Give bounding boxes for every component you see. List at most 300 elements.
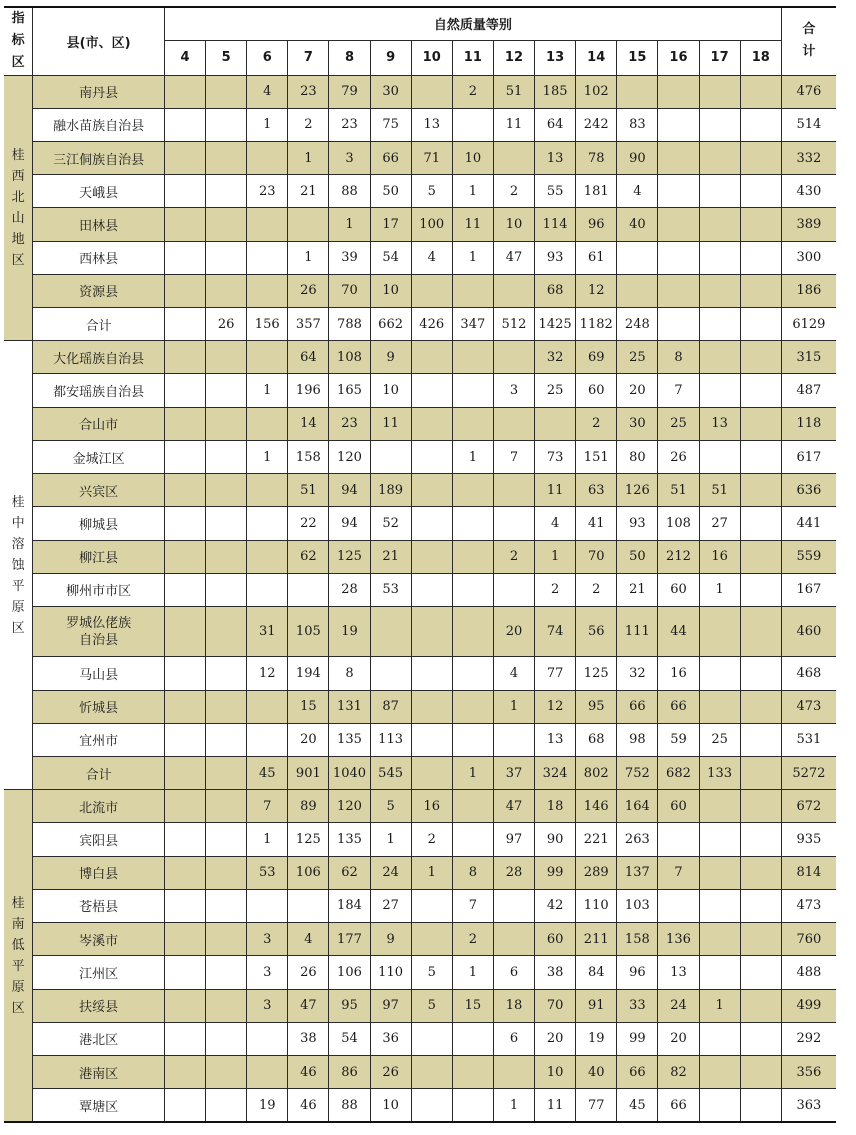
grade-cell: 3	[247, 923, 288, 956]
grade-cell: 87	[370, 690, 411, 723]
grade-cell	[164, 407, 205, 440]
grade-cell: 60	[658, 790, 699, 823]
grade-cell: 13	[658, 956, 699, 989]
grade-cell: 16	[658, 657, 699, 690]
grade-cell: 93	[617, 507, 658, 540]
grade-cell: 20	[493, 607, 534, 657]
grade-cell: 32	[535, 341, 576, 374]
grade-cell	[699, 141, 740, 174]
grade-cell	[164, 989, 205, 1022]
grade-cell: 347	[452, 308, 493, 341]
grade-cell	[740, 756, 781, 789]
grade-cell: 11	[370, 407, 411, 440]
grade-cell	[740, 956, 781, 989]
grade-cell	[247, 407, 288, 440]
grade-cell: 13	[535, 723, 576, 756]
grade-cell: 25	[699, 723, 740, 756]
grade-cell: 113	[370, 723, 411, 756]
grade-header-18: 18	[740, 40, 781, 75]
grade-cell: 68	[576, 723, 617, 756]
grade-cell: 1	[699, 989, 740, 1022]
grade-cell: 545	[370, 756, 411, 789]
grade-cell	[164, 573, 205, 606]
grade-cell	[452, 607, 493, 657]
grade-cell	[206, 1022, 247, 1055]
grade-cell	[164, 956, 205, 989]
table-row	[4, 141, 836, 174]
grade-cell	[740, 374, 781, 407]
grade-cell: 51	[699, 474, 740, 507]
grade-cell: 25	[617, 341, 658, 374]
total-cell: 460	[781, 607, 836, 657]
grade-cell: 94	[329, 474, 370, 507]
grade-cell	[247, 241, 288, 274]
grade-cell	[288, 573, 329, 606]
grade-cell	[411, 341, 452, 374]
grade-cell: 1	[329, 208, 370, 241]
grade-cell	[206, 723, 247, 756]
grade-cell: 10	[370, 1089, 411, 1122]
grade-cell: 73	[535, 440, 576, 473]
grade-cell	[740, 440, 781, 473]
grade-cell	[164, 108, 205, 141]
grade-cell: 110	[370, 956, 411, 989]
grade-cell	[206, 657, 247, 690]
grade-cell	[699, 657, 740, 690]
grade-cell	[658, 274, 699, 307]
grade-cell: 96	[617, 956, 658, 989]
grade-cell: 60	[576, 374, 617, 407]
grade-header-4: 4	[164, 40, 205, 75]
grade-cell: 901	[288, 756, 329, 789]
grade-cell	[699, 690, 740, 723]
grade-cell: 21	[288, 175, 329, 208]
grade-cell	[247, 507, 288, 540]
county-name: 合计	[33, 756, 165, 789]
grade-cell	[411, 889, 452, 922]
grade-cell: 4	[617, 175, 658, 208]
grade-cell: 23	[329, 108, 370, 141]
grade-cell: 4	[411, 241, 452, 274]
table-row	[4, 540, 836, 573]
grade-cell: 74	[535, 607, 576, 657]
grade-cell: 10	[493, 208, 534, 241]
grade-cell: 18	[535, 790, 576, 823]
grade-cell: 9	[370, 341, 411, 374]
grade-cell: 70	[535, 989, 576, 1022]
grade-cell	[740, 407, 781, 440]
grade-cell	[164, 657, 205, 690]
table-row	[4, 474, 836, 507]
grade-cell: 36	[370, 1022, 411, 1055]
table-body	[4, 75, 836, 1122]
total-cell: 292	[781, 1022, 836, 1055]
grade-cell: 59	[658, 723, 699, 756]
grade-cell: 151	[576, 440, 617, 473]
grade-cell: 196	[288, 374, 329, 407]
grade-cell: 1	[699, 573, 740, 606]
grade-cell: 60	[658, 573, 699, 606]
total-cell: 300	[781, 241, 836, 274]
total-cell: 672	[781, 790, 836, 823]
county-name: 覃塘区	[33, 1089, 165, 1122]
grade-cell: 51	[288, 474, 329, 507]
grade-cell	[247, 723, 288, 756]
grade-cell: 108	[329, 341, 370, 374]
table-row	[4, 889, 836, 922]
grade-cell: 126	[617, 474, 658, 507]
total-cell: 6129	[781, 308, 836, 341]
grade-cell	[452, 573, 493, 606]
grade-cell: 3	[493, 374, 534, 407]
table-row	[4, 274, 836, 307]
grade-cell	[206, 756, 247, 789]
table-row	[4, 790, 836, 823]
grade-cell: 25	[535, 374, 576, 407]
grade-cell: 3	[247, 956, 288, 989]
grade-cell	[247, 889, 288, 922]
grade-cell	[493, 573, 534, 606]
region-name: 桂中溶蚀平原区	[11, 494, 25, 636]
grade-header-8: 8	[329, 40, 370, 75]
grade-cell: 79	[329, 75, 370, 108]
grade-cell: 212	[658, 540, 699, 573]
region-name: 桂南低平原区	[11, 895, 25, 1016]
table-row	[4, 175, 836, 208]
grade-cell	[247, 1022, 288, 1055]
grade-cell: 20	[617, 374, 658, 407]
grade-cell	[206, 241, 247, 274]
grade-cell	[658, 823, 699, 856]
grade-cell: 5	[370, 790, 411, 823]
grade-cell: 10	[535, 1055, 576, 1088]
grade-cell: 47	[493, 241, 534, 274]
grade-cell: 71	[411, 141, 452, 174]
grade-cell: 7	[658, 374, 699, 407]
county-name: 岑溪市	[33, 923, 165, 956]
grade-cell: 752	[617, 756, 658, 789]
total-cell: 760	[781, 923, 836, 956]
county-name: 罗城仫佬族 自治县	[33, 607, 165, 657]
grade-cell: 90	[617, 141, 658, 174]
grade-cell	[740, 108, 781, 141]
county-name: 都安瑶族自治县	[33, 374, 165, 407]
grade-cell	[699, 889, 740, 922]
total-cell: 935	[781, 823, 836, 856]
county-name: 兴宾区	[33, 474, 165, 507]
grade-cell: 11	[452, 208, 493, 241]
grade-cell: 50	[370, 175, 411, 208]
grade-cell	[452, 1055, 493, 1088]
grades-header: 自然质量等别	[164, 7, 781, 40]
grade-cell: 242	[576, 108, 617, 141]
grade-cell	[164, 507, 205, 540]
grade-cell: 1	[247, 374, 288, 407]
grade-cell	[164, 374, 205, 407]
table-row	[4, 108, 836, 141]
grade-cell: 88	[329, 1089, 370, 1122]
grade-cell	[164, 1055, 205, 1088]
county-name: 融水苗族自治县	[33, 108, 165, 141]
grade-cell: 66	[658, 1089, 699, 1122]
grade-cell	[740, 573, 781, 606]
grade-cell	[164, 474, 205, 507]
grade-cell: 1	[452, 175, 493, 208]
grade-cell: 62	[329, 856, 370, 889]
grade-header-10: 10	[411, 40, 452, 75]
grade-cell: 93	[535, 241, 576, 274]
grade-cell	[699, 1022, 740, 1055]
grade-cell	[370, 440, 411, 473]
grade-cell	[699, 607, 740, 657]
grade-cell	[658, 141, 699, 174]
table-row	[4, 690, 836, 723]
grade-cell: 28	[329, 573, 370, 606]
county-name: 宜州市	[33, 723, 165, 756]
grade-cell: 90	[535, 823, 576, 856]
grade-cell: 12	[576, 274, 617, 307]
grade-cell: 20	[658, 1022, 699, 1055]
grade-cell	[206, 341, 247, 374]
county-name: 天峨县	[33, 175, 165, 208]
grade-cell	[164, 440, 205, 473]
grade-cell: 39	[329, 241, 370, 274]
region-label	[4, 341, 33, 790]
grade-header-6: 6	[247, 40, 288, 75]
grade-cell: 102	[576, 75, 617, 108]
grade-cell: 75	[370, 108, 411, 141]
grade-cell: 66	[617, 1055, 658, 1088]
county-name: 三江侗族自治县	[33, 141, 165, 174]
grade-cell	[411, 1089, 452, 1122]
total-header-label: 合计	[802, 22, 816, 60]
grade-cell: 45	[617, 1089, 658, 1122]
total-cell: 617	[781, 440, 836, 473]
grade-cell: 95	[329, 989, 370, 1022]
grade-cell: 512	[493, 308, 534, 341]
grade-cell: 30	[370, 75, 411, 108]
grade-cell: 1	[452, 241, 493, 274]
grade-cell: 47	[493, 790, 534, 823]
grade-cell: 106	[288, 856, 329, 889]
county-name: 南丹县	[33, 75, 165, 108]
grade-cell	[164, 690, 205, 723]
grade-cell: 27	[699, 507, 740, 540]
grade-cell	[452, 507, 493, 540]
grade-cell	[535, 407, 576, 440]
grade-cell: 84	[576, 956, 617, 989]
total-cell: 363	[781, 1089, 836, 1122]
grade-cell: 45	[247, 756, 288, 789]
grade-cell	[206, 507, 247, 540]
county-name: 港南区	[33, 1055, 165, 1088]
grade-cell	[699, 75, 740, 108]
grade-cell: 103	[617, 889, 658, 922]
grade-cell: 66	[617, 690, 658, 723]
table-row	[4, 856, 836, 889]
grade-cell: 1040	[329, 756, 370, 789]
total-cell: 473	[781, 889, 836, 922]
grade-cell	[699, 108, 740, 141]
grade-cell: 682	[658, 756, 699, 789]
grade-cell: 47	[288, 989, 329, 1022]
table-row	[4, 923, 836, 956]
grade-cell: 23	[247, 175, 288, 208]
grade-header-11: 11	[452, 40, 493, 75]
grade-cell	[699, 923, 740, 956]
grade-cell: 26	[288, 956, 329, 989]
grade-cell: 18	[493, 989, 534, 1022]
total-cell: 473	[781, 690, 836, 723]
total-cell: 332	[781, 141, 836, 174]
grade-cell: 88	[329, 175, 370, 208]
region-name: 桂西北山地区	[11, 147, 25, 268]
grade-cell	[740, 889, 781, 922]
total-header	[781, 7, 836, 75]
grade-cell	[247, 573, 288, 606]
grade-cell	[740, 790, 781, 823]
grade-cell	[206, 1089, 247, 1122]
grade-cell	[740, 540, 781, 573]
grade-cell: 24	[370, 856, 411, 889]
grade-cell	[740, 690, 781, 723]
grade-cell: 32	[617, 657, 658, 690]
grade-cell: 50	[617, 540, 658, 573]
table-row	[4, 1055, 836, 1088]
grade-cell	[411, 540, 452, 573]
grade-cell: 33	[617, 989, 658, 1022]
grade-cell: 68	[535, 274, 576, 307]
subtotal-row	[4, 308, 836, 341]
grade-cell	[164, 790, 205, 823]
county-name: 博白县	[33, 856, 165, 889]
county-name: 金城江区	[33, 440, 165, 473]
county-name: 苍梧县	[33, 889, 165, 922]
grade-cell: 357	[288, 308, 329, 341]
grade-cell: 2	[411, 823, 452, 856]
grade-cell: 105	[288, 607, 329, 657]
county-name: 北流市	[33, 790, 165, 823]
grade-cell: 25	[658, 407, 699, 440]
county-name: 江州区	[33, 956, 165, 989]
grade-cell: 53	[247, 856, 288, 889]
grade-cell	[164, 141, 205, 174]
grade-cell	[740, 341, 781, 374]
grade-cell: 97	[493, 823, 534, 856]
grade-cell	[658, 241, 699, 274]
grade-cell: 64	[535, 108, 576, 141]
grade-cell: 31	[247, 607, 288, 657]
grade-cell	[164, 723, 205, 756]
grade-cell: 13	[699, 407, 740, 440]
grade-cell: 7	[452, 889, 493, 922]
grade-cell: 8	[658, 341, 699, 374]
grade-cell	[206, 75, 247, 108]
grade-cell: 110	[576, 889, 617, 922]
grade-cell: 1	[452, 956, 493, 989]
grade-header-14: 14	[576, 40, 617, 75]
grade-cell	[493, 274, 534, 307]
county-name: 田林县	[33, 208, 165, 241]
grade-cell	[411, 440, 452, 473]
grade-cell: 26	[370, 1055, 411, 1088]
grade-cell: 1	[288, 141, 329, 174]
total-cell: 487	[781, 374, 836, 407]
grade-cell: 89	[288, 790, 329, 823]
grade-cell: 96	[576, 208, 617, 241]
grade-cell	[411, 75, 452, 108]
grade-cell: 10	[370, 274, 411, 307]
grade-cell	[452, 108, 493, 141]
grade-cell	[699, 175, 740, 208]
grade-cell: 135	[329, 823, 370, 856]
grade-cell: 146	[576, 790, 617, 823]
grade-cell	[206, 1055, 247, 1088]
grade-cell	[740, 208, 781, 241]
grade-cell	[411, 723, 452, 756]
grade-cell	[164, 241, 205, 274]
grade-cell	[247, 540, 288, 573]
grade-cell	[206, 274, 247, 307]
table-row	[4, 573, 836, 606]
grade-cell	[206, 175, 247, 208]
grade-cell: 1	[411, 856, 452, 889]
grade-cell	[493, 1055, 534, 1088]
grade-cell	[206, 141, 247, 174]
grade-cell: 54	[329, 1022, 370, 1055]
grade-cell: 95	[576, 690, 617, 723]
grade-cell	[206, 108, 247, 141]
grade-cell: 8	[452, 856, 493, 889]
grade-cell	[411, 657, 452, 690]
grade-cell	[699, 823, 740, 856]
grade-cell	[206, 407, 247, 440]
grade-cell	[164, 607, 205, 657]
grade-cell	[699, 241, 740, 274]
grade-header-13: 13	[535, 40, 576, 75]
grade-cell	[288, 889, 329, 922]
grade-cell: 100	[411, 208, 452, 241]
grade-cell: 7	[658, 856, 699, 889]
grade-cell: 56	[576, 607, 617, 657]
total-cell: 389	[781, 208, 836, 241]
grade-cell: 3	[329, 141, 370, 174]
grade-cell: 177	[329, 923, 370, 956]
table-row	[4, 657, 836, 690]
grade-cell	[164, 923, 205, 956]
grade-cell	[411, 690, 452, 723]
grade-cell	[411, 274, 452, 307]
grade-cell	[493, 507, 534, 540]
grade-cell: 77	[535, 657, 576, 690]
grade-header-16: 16	[658, 40, 699, 75]
grade-cell	[164, 889, 205, 922]
region-header	[4, 7, 33, 75]
grade-cell	[247, 1055, 288, 1088]
table-row	[4, 75, 836, 108]
grade-cell: 2	[535, 573, 576, 606]
grade-cell: 12	[535, 690, 576, 723]
county-header: 县(市、区)	[33, 7, 165, 75]
grade-cell	[493, 341, 534, 374]
grade-cell: 22	[288, 507, 329, 540]
grade-cell: 38	[535, 956, 576, 989]
grade-cell: 1	[535, 540, 576, 573]
grade-cell: 158	[288, 440, 329, 473]
grade-cell: 1	[247, 823, 288, 856]
grade-cell: 2	[576, 407, 617, 440]
county-name: 资源县	[33, 274, 165, 307]
